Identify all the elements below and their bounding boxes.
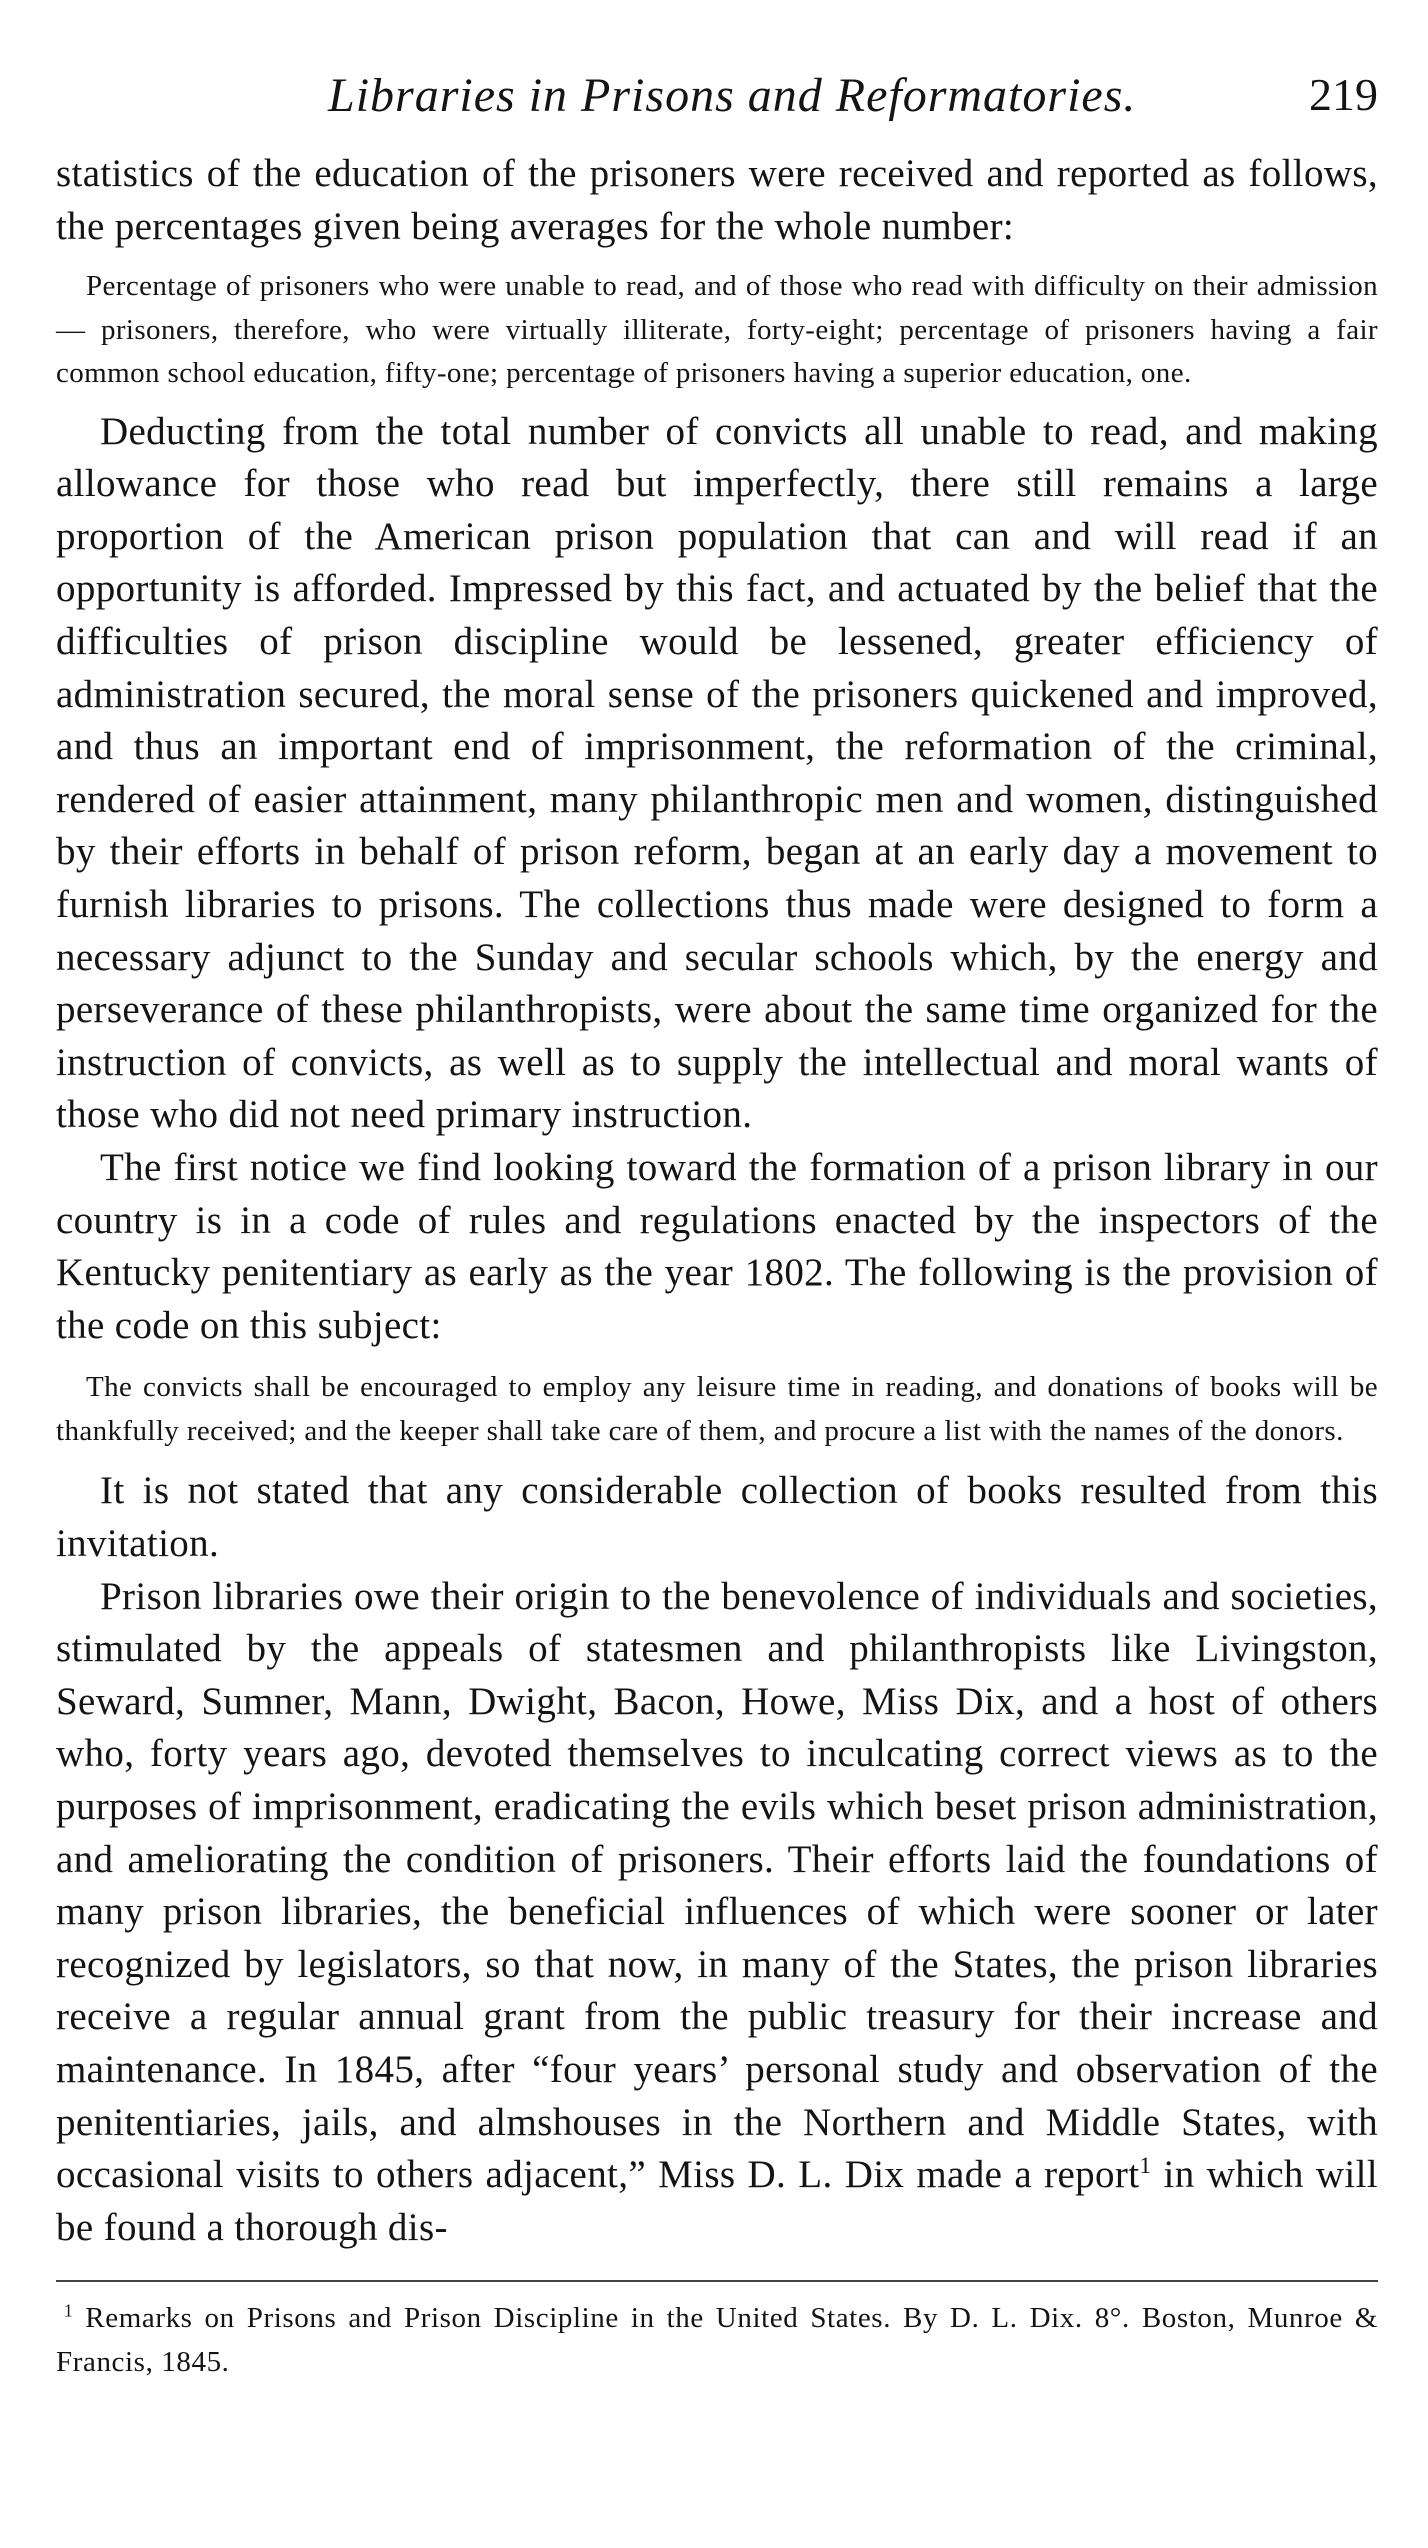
footnote-reference: 1 <box>1139 2153 1152 2180</box>
paragraph-statistics: statistics of the education of the prisoners were received and reported as follows, the percentages given being averages for the whole number: <box>56 152 1378 248</box>
paragraph-text: Prison libraries owe their origin to the benevolence of individuals and societies, stimulated by the appeals of statesmen and philanthropists like Livingston, Seward, Sumner, Mann, Dwight, Bacon, Howe, Miss Dix, and a host of others who, forty years ago, devoted themselves to inculcating correct views as to the purposes of imprisonment, eradicating the evils which beset prison administration, and ameliorating the condition of prisoners. Their efforts laid the foundations of many prison libraries, the beneficial influences of which were sooner or later recognized by legislators, so that now, in many of the States, the prison libraries receive a regular annual grant from the public treasury for their increase and maintenance. In 1845, after “four years’ personal study and observation of the penitentiaries, jails, and almshouses in the Northern and Middle States, with occasional visits to others adjacent,” Miss D. L. Dix made a report <box>56 1574 1378 2197</box>
paragraph-deducting: Deducting from the total number of convicts all unable to read, and making allowance for those who read but imperfectly, there still remains a large proportion of the American prison population that can and will read if an opportunity is afforded. Impressed by this fact, and actuated by the belief that the difficulties of prison discipline would be lessened, greater efficiency of administration secured, the moral sense of the prisoners quickened and improved, and thus an important end of imprisonment, the reformation of the criminal, rendered of easier attainment, many philanthropic men and women, distinguished by their efforts in behalf of prison reform, began at an early day a movement to furnish libraries to prisons. The collections thus made were designed to form a necessary adjunct to the Sunday and secular schools which, by the energy and perseverance of these philanthropists, were about the same time organized for the instruction of convicts, as well as to supply the intellectual and moral wants of those who did not need primary instruction. <box>56 409 1378 1137</box>
quote-percentages: Percentage of prisoners who were unable to read, and of those who read with difficulty on their admission — prisoners, therefore, who were virtually illiterate, forty-eight; percentage of prisoners having a fair common school education, fifty-one; percentage of prisoners having a superior education, one. <box>56 270 1378 390</box>
paragraph-text-continued: in which will be found a thorough dis- <box>56 2153 1378 2249</box>
footnote-divider <box>56 2280 1378 2282</box>
paragraph-prison-libraries-origin <box>56 1571 1378 2255</box>
page-header <box>56 62 1378 148</box>
paragraph-first-notice: The first notice we find looking toward the formation of a prison library in our country is in a code of rules and regulations enacted by the inspectors of the Kentucky penitentiary as early as the year 1802. The following is the provision of the code on this subject: <box>56 1146 1378 1347</box>
quote-kentucky-code: The convicts shall be encouraged to employ any leisure time in reading, and donations of books will be thankfully received; and the keeper shall take care of them, and procure a list with the names of the donors. <box>56 1371 1378 1447</box>
page-number: 219 <box>1309 69 1378 120</box>
footnote-mark: 1 <box>64 2300 74 2321</box>
paragraph-not-stated: It is not stated that any considerable collection of books resulted from this invitation. <box>56 1469 1378 1565</box>
book-page <box>56 62 1378 2384</box>
running-title: Libraries in Prisons and Reformatories. <box>328 69 1137 122</box>
footnote <box>56 2296 1378 2384</box>
footnote-text: Remarks on Prisons and Prison Discipline in the United States. By D. L. Dix. 8°. Boston, Munroe & Francis, 1845. <box>56 2302 1378 2379</box>
